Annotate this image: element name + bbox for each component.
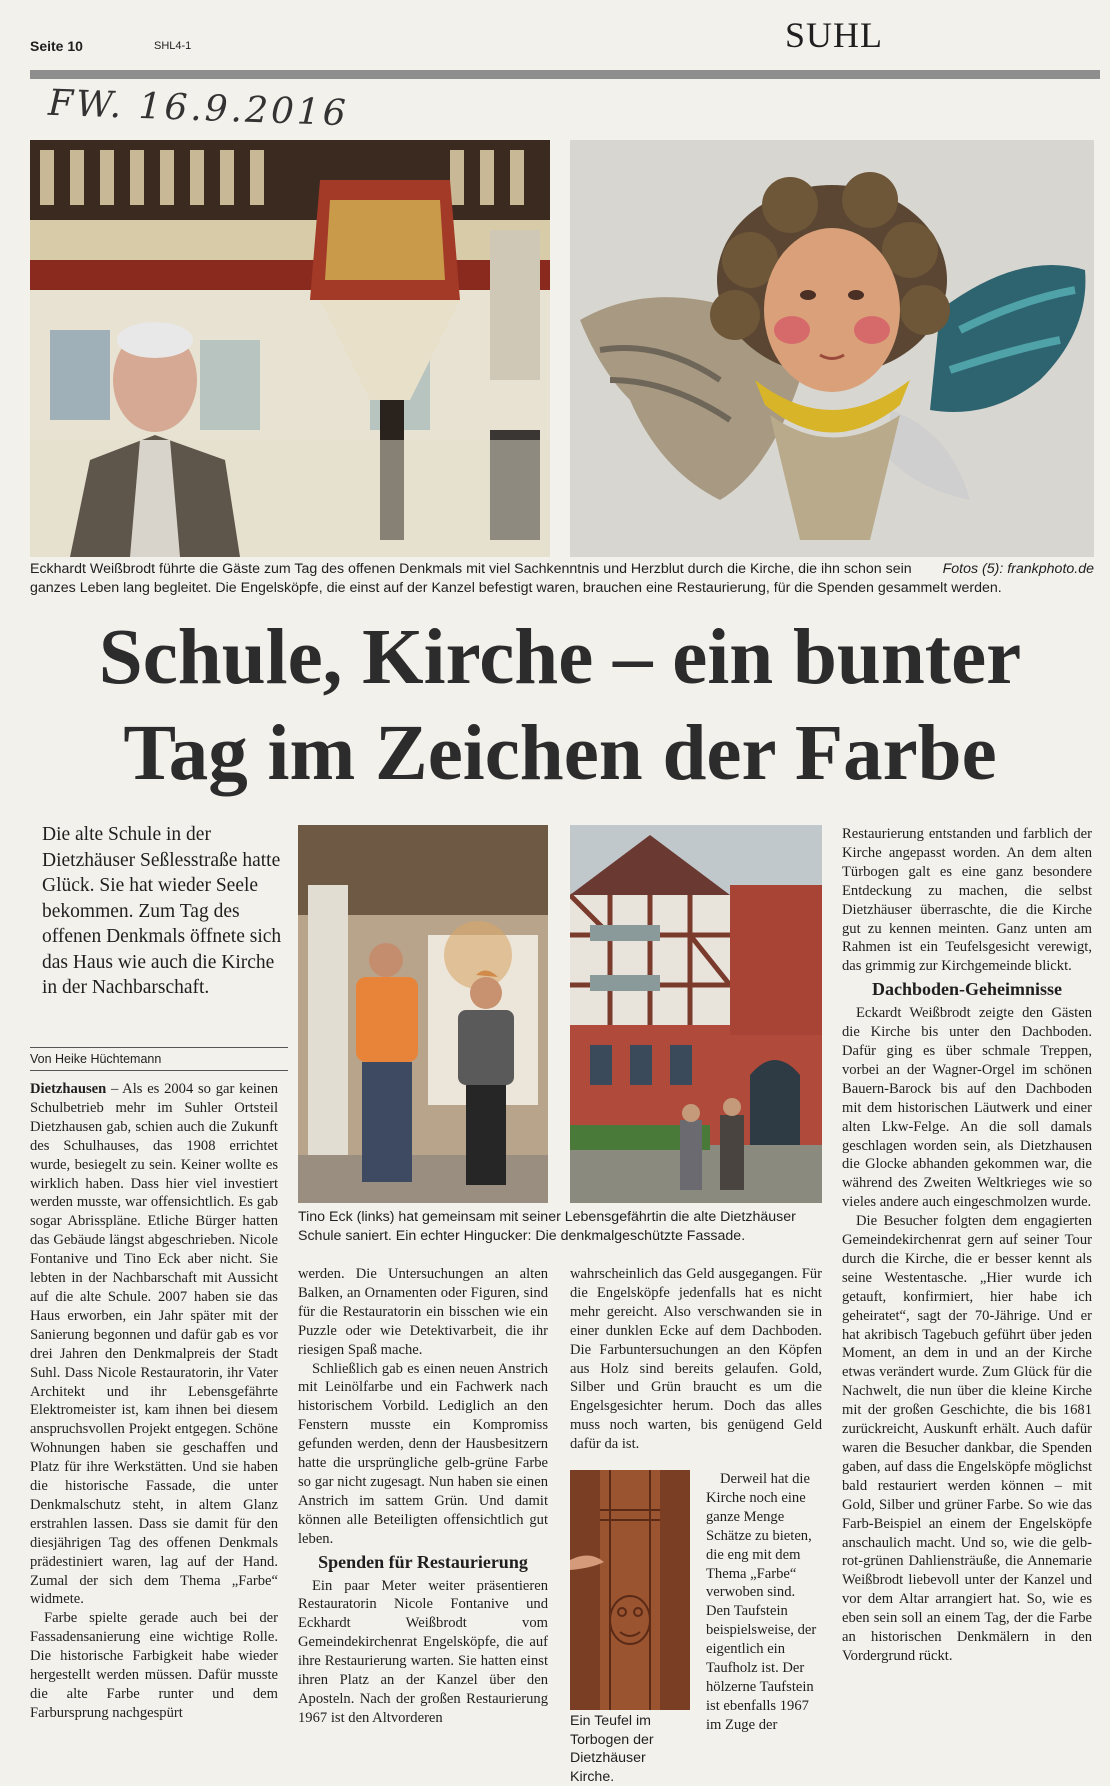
subhead-spenden: Spenden für Restaurierung <box>318 1551 528 1572</box>
lead-paragraph: Die alte Schule in der Dietzhäuser Seßlesstraße hatte Glück. Sie hat wieder Seele bekommen. Zum Tag des offenen Denkmals öffnete sich das Haus wie auch die Kirche in der Nachbarschaft. <box>42 824 282 998</box>
col4-paragraph-1: Restaurierung entstanden und farblich der Kirche angepasst worden. An dem alten Türbogen galt es eine ganz besondere Entdeckung zu machen, die selbst Dietzhäuser überraschte, die die Kirche gut zu kennen meinten. Ganz unten am Rahmen ist ein Teufelsgesicht verewigt, das grimmig zur Kirchgemeinde blickt. <box>842 826 1092 975</box>
photo-school-facade <box>570 825 822 1203</box>
photo-angel-head <box>570 140 1094 557</box>
column-3-bottom <box>706 1470 822 1735</box>
devil-photo-caption: Ein Teufel im Torbogen der Dietzhäuser Kirche. <box>570 1713 654 1785</box>
col4-paragraph-2: Eckardt Weißbrodt zeigte den Gästen die Kirche bis unter den Dachboden. Dafür ging es über schmale Treppen, vorbei an der Wagner-Orgel im schönen Bauern-Barock bis auf den Dachboden mit dem historischen Läutwerk und einer alten Lkw-Felge. An die soll damals geschlagen worden sein, als Dietzhausen die Glocke abhanden gekommen war, die während des Zweiten Weltkrieges wie so vieles andere auch eingeschmolzen wurde. <box>842 1005 1092 1211</box>
col3-paragraph-2: Derweil hat die Kirche noch eine ganze Menge Schätze zu bieten, die eng mit dem Thema „Farbe“ verwoben sind. Den Taufstein beispielsweise, der eigentlich ein Taufholz ist. Der hölzerne Taufstein ist ebenfalls 1967 im Zuge der <box>706 1471 817 1733</box>
headline-line-2: Tag im Zeichen der Farbe <box>123 710 997 797</box>
col2-paragraph-2: Schließlich gab es einen neuen Anstrich mit Leinölfarbe und ein Fachwerk nach historischem Vorbild. Lediglich an den Fenstern musste ein Kompromiss gefunden werden, denn der Hausbesitzern hatte die ursprüngliche gelb-grüne Farbe so gar nicht zugesagt. Nun haben sie einen Anstrich im sattem Grün. Und damit können alle Beteiligten offensichtlich gut leben. <box>298 1360 548 1547</box>
column-4 <box>842 825 1092 1666</box>
column-1 <box>30 1080 278 1723</box>
handwritten-date: FW. 16.9.2016 <box>47 82 350 135</box>
top-photo-caption <box>30 560 1094 598</box>
top-caption-credit: Fotos (5): frankphoto.de <box>942 561 1094 577</box>
col2-paragraph-1: werden. Die Untersuchungen an alten Balken, an Ornamenten oder Figuren, sind für die Restauratorin ein bisschen wie ein Puzzle oder wie Detektivarbeit, die ihr riesigen Spaß mache. <box>298 1266 548 1358</box>
header-rule <box>30 70 1100 79</box>
byline: Von Heike Hüchtemann <box>30 1047 288 1071</box>
photo-devil-carving <box>570 1470 690 1710</box>
column-3-top <box>570 1265 822 1454</box>
page-number: Seite 10 <box>30 38 83 54</box>
column-2 <box>298 1265 548 1728</box>
col1-paragraph-1: – Als es 2004 so gar keinen Schulbetrieb mehr im Suhler Ortsteil Dietzhausen gab, schien auch die Zukunft des Schulhauses, das 1908 errichtet wurde, besiegelt zu sein. Keiner wollte es wirklich haben. Dass hier viel investiert werden musste, war offensichtlich. Es gab sogar Abrisspläne. Etliche Bürger hatten das Gebäude längst abgeschrieben. Nicole Fontanive und Tino Eck aber nicht. Sie lebten in der Nachbarschaft mit Aussicht auf die alte Schule. 2007 haben sie das Haus erworben, ein Jahr später mit der Sanierung begonnen und dafür gab es vor drei Jahren den Denkmalpreis der Stadt Suhl. Dass Nicole Restauratorin, ihr Vater Architekt und ihr Lebensgefährte Elektromeister ist, kam ihnen bei diesem anspruchsvollen Projekt entgegen. Schöne Wohnungen haben sie geschaffen und Platz für ihre Werkstätten. Und sie haben die historische Fassade, die unter Denkmalschutz steht, in altem Glanz erstrahlen lassen. Dass sie damit für den diesjährigen Tag des offenen Denkmals prädestiniert waren, lag auf der Hand. Zumal der sich dem Thema „Farbe“ widmete. <box>30 1081 278 1608</box>
top-caption-text: Eckhardt Weißbrodt führte die Gäste zum Tag des offenen Denkmals mit viel Sachkenntnis und Herzblut durch die Kirche, die ihn schon sein ganzes Leben lang begleitet. Die Engelsköpfe, die einst auf der Kanzel befestigt waren, brauchen eine Restaurierung, für die Spenden gesammelt werden. <box>30 561 1002 596</box>
col3-paragraph-1: wahrscheinlich das Geld ausgegangen. Für die Engelsköpfe jedenfalls hat es nicht mehr gereicht. Also verschwanden sie in einer dunklen Ecke auf dem Dachboden. Die Farbuntersuchungen an den Köpfen aus Holz sind bereits gelaufen. Gold, Silber und Grün braucht es um die Engelsgesichter herum. Doch das alles muss noch warten, bis genügend Geld dafür da ist. <box>570 1266 822 1453</box>
subhead-dachboden: Dachboden-Geheimnisse <box>871 979 1062 1000</box>
headline <box>30 610 1090 802</box>
edition-code: SHL4-1 <box>154 40 192 52</box>
col4-paragraph-3: Die Besucher folgten dem engagierten Gemeindekirchenrat gern auf seiner Tour durch die Kirche, die er besser kennt als seine Westentasche. „Hier wurde ich getauft, konfirmiert, hier habe ich geheiratet“, sagt der 70-Jährige. Und er hat akribisch Tagebuch geführt über jeden Moment, an dem in und an der Kirche etwas verändert wurde. Zum Glück für die Nachwelt, die nun über die kleine Kirche mit der großen Geschichte, die bis 1681 zurückreicht, Auskunft erhält. Auch dafür waren die Besucher dankbar, die Spenden gaben, auf dass die Engelsköpfe möglichst bald restauriert werden können – mit Gold, Silber und grüner Farbe. So wie das Farb-Beispiel an einem der Engelsköpfe anschaulich macht. Und so, wie die gelb-rot-grünen Dahliensträuße, die Annemarie Weißbrodt liebevoll unter der Kanzel und vor dem Altar arrangiert hat. So, wie es eben sein soll an einem Tag, der die Farbe an historischen Denkmälern in den Vordergrund rückt. <box>842 1213 1092 1664</box>
col2-paragraph-3: Ein paar Meter weiter präsentieren Restauratorin Nicole Fontanive und Eckhardt Weißbrodt vom Gemeindekirchenrat Engelsköpfe, die auf ihre Restaurierung warten. Sie hatten einst ihren Platz an der Kanzel über den Aposteln. Nach der großen Restaurierung 1967 ist den Altvorderen <box>298 1577 548 1726</box>
photo-couple-workshop <box>298 825 548 1203</box>
middle-photo-caption: Tino Eck (links) hat gemeinsam mit seiner Lebensgefährtin die alte Dietzhäuser Schule saniert. Ein echter Hingucker: Die denkmalgeschützte Fassade. <box>298 1209 796 1244</box>
section-title: SUHL <box>785 15 884 55</box>
dateline: Dietzhausen <box>30 1081 107 1097</box>
headline-line-1: Schule, Kirche – ein bunter <box>98 614 1022 701</box>
photo-church-interior <box>30 140 550 557</box>
col1-paragraph-2: Farbe spielte gerade auch bei der Fassadensanierung eine wichtige Rolle. Die historische Farbigkeit habe wieder hergestellt werden müssen. Dafür musste die alte Farbe runter und dem Farbursprung nachgespürt <box>30 1610 278 1721</box>
